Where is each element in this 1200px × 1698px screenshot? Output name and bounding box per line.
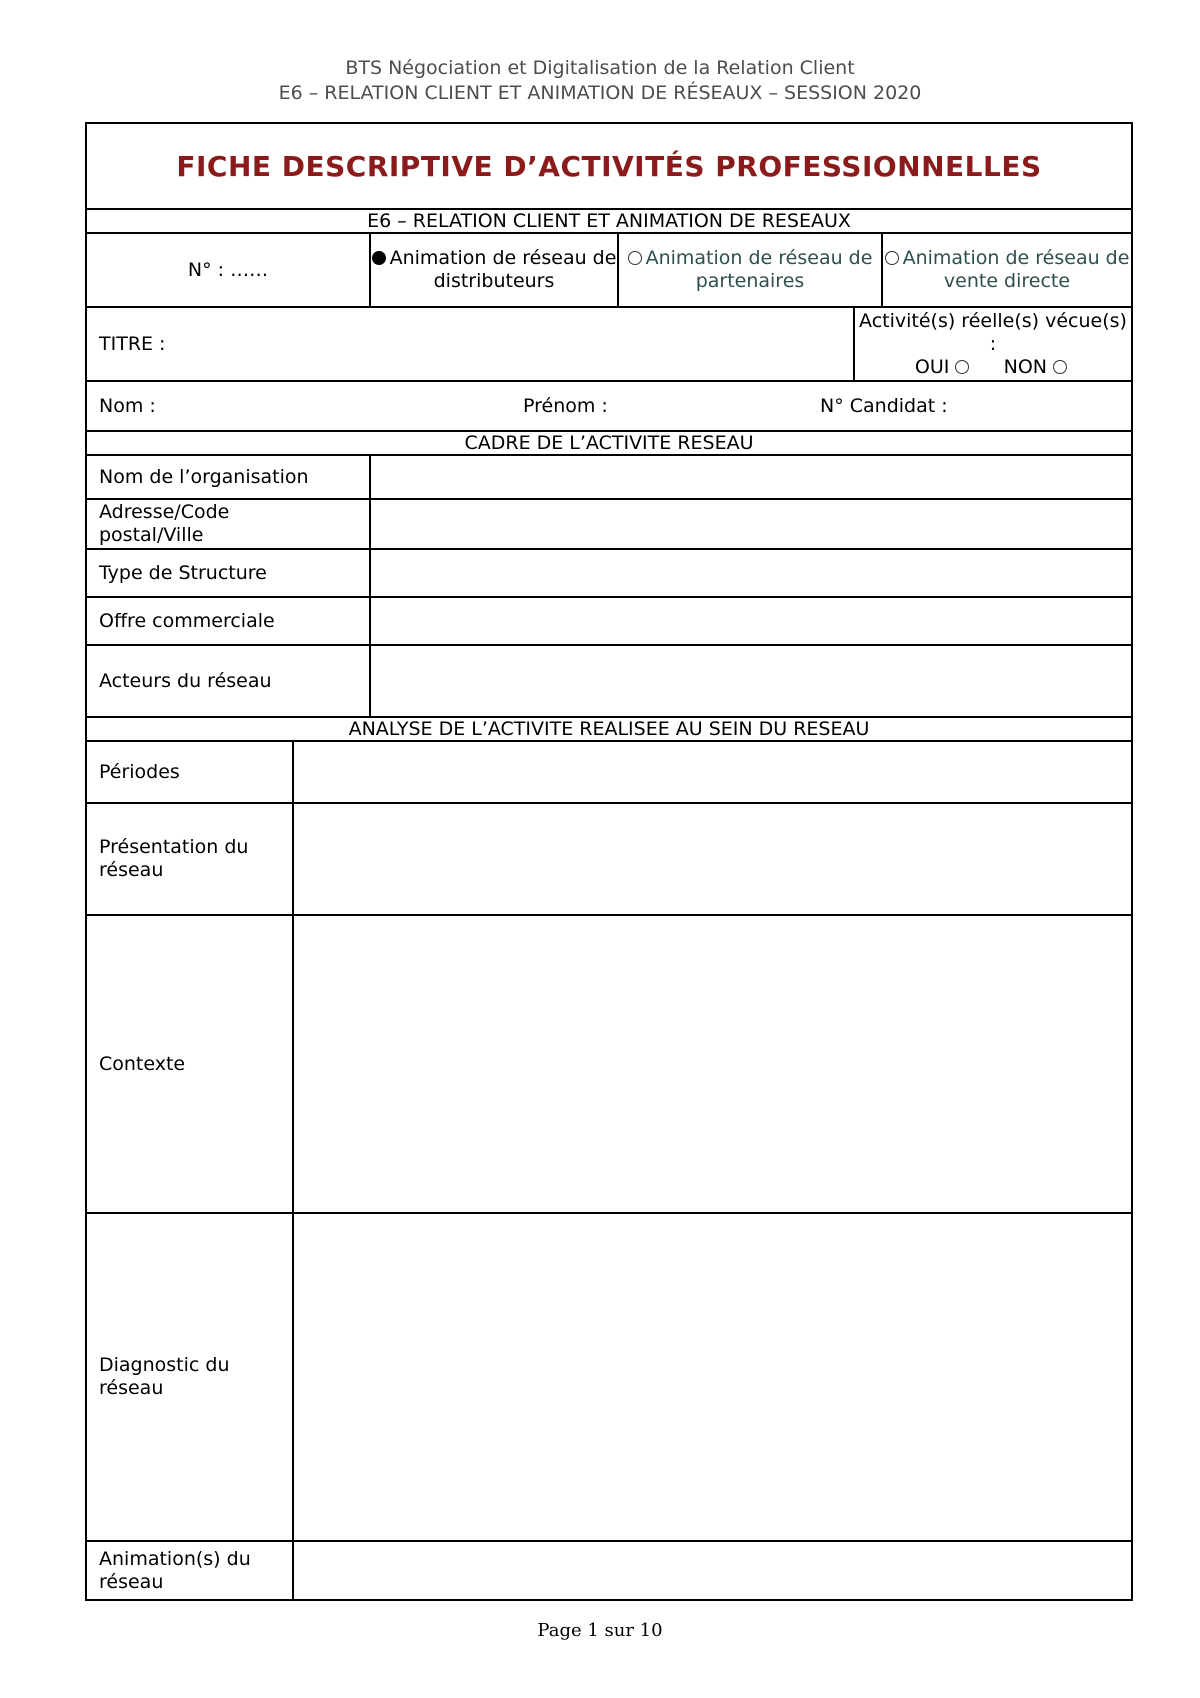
- header-line-1: BTS Négociation et Digitalisation de la Relation Client: [345, 57, 855, 79]
- nom-field[interactable]: Nom :: [99, 394, 156, 417]
- row-label-contexte: Contexte: [99, 1052, 186, 1075]
- diagnostic-input[interactable]: [294, 1214, 1131, 1540]
- section2-title-cell: [87, 718, 1131, 740]
- radio-unselected-icon: [885, 251, 899, 265]
- radio-unselected-icon: [955, 360, 969, 374]
- identity-row: [87, 382, 1131, 430]
- section1-title: CADRE DE L’ACTIVITE RESEAU: [464, 431, 754, 454]
- adresse-input[interactable]: [371, 500, 1131, 548]
- page-number: Page 1 sur 10: [537, 1620, 663, 1641]
- row-label-offre: Offre commerciale: [99, 609, 275, 632]
- section2-row-label: [87, 1542, 292, 1599]
- option-distributeurs-label: Animation de réseau de distributeurs: [389, 247, 617, 292]
- numero-label: N° : ……: [187, 258, 269, 281]
- structure-input[interactable]: [371, 550, 1131, 596]
- section1-title-cell: [87, 432, 1131, 454]
- row-label-structure: Type de Structure: [99, 561, 267, 584]
- periodes-input[interactable]: [294, 742, 1131, 802]
- offre-input[interactable]: [371, 598, 1131, 644]
- option-vente-directe-content: [883, 247, 1131, 293]
- row-label-diagnostic: Diagnostic du réseau: [99, 1354, 230, 1399]
- radio-unselected-icon: [1053, 360, 1067, 374]
- non-label: NON: [1003, 355, 1048, 378]
- acteurs-input[interactable]: [371, 646, 1131, 716]
- option-partenaires-label: Animation de réseau de partenaires: [645, 247, 873, 292]
- option-partenaires-content: [619, 247, 881, 293]
- numero-cell: [87, 234, 369, 306]
- section2-row-label: [87, 742, 292, 802]
- prenom-field[interactable]: Prénom :: [523, 394, 608, 417]
- radio-selected-icon: [372, 251, 386, 265]
- row-label-organisation: Nom de l’organisation: [99, 465, 309, 488]
- document-header: [0, 56, 1200, 106]
- section2-row-label: [87, 1214, 292, 1540]
- row-label-adresse: Adresse/Code postal/Ville: [99, 501, 230, 546]
- titre-cell[interactable]: [87, 308, 853, 380]
- section2-row-label: [87, 916, 292, 1212]
- section2-row-label: [87, 804, 292, 914]
- section2-title: ANALYSE DE L’ACTIVITE REALISEE AU SEIN DU RESEAU: [348, 717, 870, 740]
- non-option[interactable]: [1004, 356, 1071, 378]
- activites-cell: [855, 308, 1131, 380]
- contexte-input[interactable]: [294, 916, 1131, 1212]
- oui-option[interactable]: [915, 356, 974, 378]
- subtitle-cell: [87, 210, 1131, 232]
- radio-unselected-icon: [628, 251, 642, 265]
- header-line-2: E6 – RELATION CLIENT ET ANIMATION DE RÉSEAUX – SESSION 2020: [278, 82, 922, 104]
- section1-row-label: [87, 598, 369, 644]
- divider: [369, 456, 371, 716]
- oui-non-group: [915, 356, 1071, 379]
- option-vente-directe[interactable]: [883, 234, 1131, 306]
- option-distributeurs[interactable]: [371, 234, 617, 306]
- form-subtitle: E6 – RELATION CLIENT ET ANIMATION DE RESEAUX: [367, 209, 851, 232]
- row-label-acteurs: Acteurs du réseau: [99, 669, 272, 692]
- section1-row-label: [87, 646, 369, 716]
- row-label-presentation: Présentation du réseau: [99, 836, 249, 881]
- form-frame: [85, 122, 1133, 1601]
- candidat-field[interactable]: N° Candidat :: [820, 394, 948, 417]
- section1-row-label: [87, 500, 369, 548]
- row-label-periodes: Périodes: [99, 760, 180, 783]
- form-title-cell: [87, 124, 1131, 208]
- presentation-input[interactable]: [294, 804, 1131, 914]
- option-partenaires[interactable]: [619, 234, 881, 306]
- section1-row-label: [87, 456, 369, 498]
- section1-row-label: [87, 550, 369, 596]
- titre-label: TITRE :: [99, 332, 166, 355]
- activites-label: Activité(s) réelle(s) vécue(s) :: [859, 309, 1127, 355]
- row-label-animations: Animation(s) du réseau: [99, 1547, 251, 1593]
- animations-input[interactable]: [294, 1542, 1131, 1599]
- option-vente-directe-label: Animation de réseau de vente directe: [902, 247, 1130, 292]
- divider: [292, 742, 294, 1599]
- organisation-input[interactable]: [371, 456, 1131, 498]
- form-title: FICHE DESCRIPTIVE D’ACTIVITÉS PROFESSIONNELLES: [176, 149, 1042, 183]
- oui-label: OUI: [914, 355, 950, 378]
- option-distributeurs-content: [371, 247, 617, 293]
